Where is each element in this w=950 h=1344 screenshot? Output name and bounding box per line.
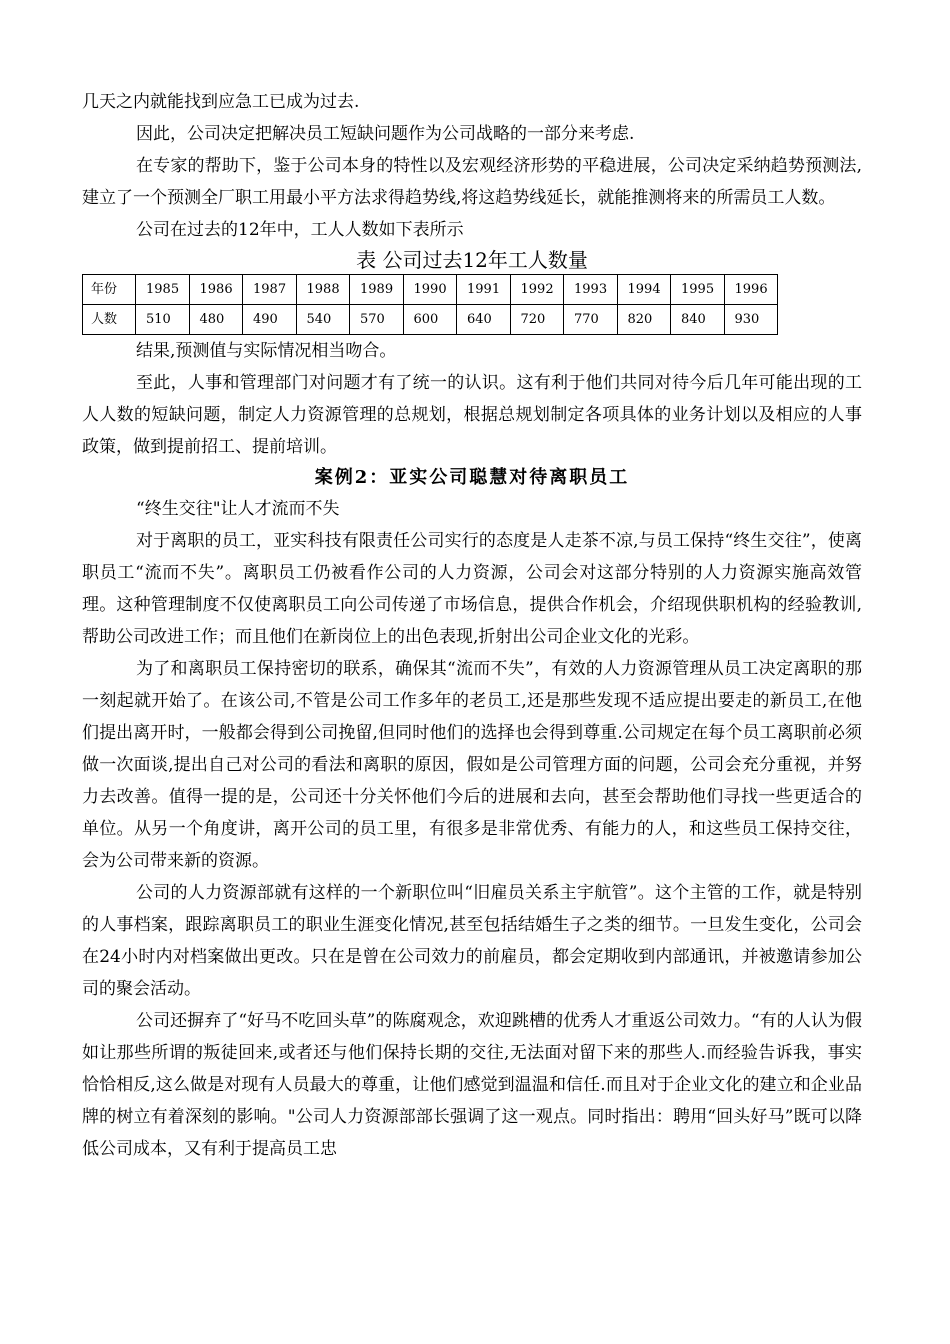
paragraph: 至此，人事和管理部门对问题才有了统一的认识。这有利于他们共同对待今后几年可能出现的工人人数的短缺问题，制定人力资源管理的总规划，根据总规划制定各项具体的业务计划以及相应的人事政策，做到提前招工、提前培训。 bbox=[82, 373, 862, 457]
paragraph: 结果,预测值与实际情况相当吻合。 bbox=[136, 341, 397, 361]
count-cell: 840 bbox=[671, 305, 725, 335]
count-cell: 570 bbox=[350, 305, 404, 335]
table-row-counts bbox=[83, 305, 778, 335]
year-cell: 1994 bbox=[617, 275, 671, 305]
paragraph: 因此，公司决定把解决员工短缺问题作为公司战略的一部分来考虑. bbox=[136, 124, 635, 144]
table-title: 表 公司过去12年工人数量 bbox=[356, 248, 588, 272]
count-cell: 820 bbox=[617, 305, 671, 335]
row-label-count: 人数 bbox=[83, 305, 136, 335]
worker-count-table bbox=[82, 274, 778, 335]
year-cell: 1993 bbox=[564, 275, 618, 305]
case-section bbox=[82, 493, 862, 1165]
paragraph: 公司还摒弃了“好马不吃回头草”的陈腐观念，欢迎跳槽的优秀人才重返公司效力。“有的人认为假如让那些所谓的叛徒回来,或者还与他们保持长期的交往,无法面对留下来的那些人.而经验告诉我，事实恰恰相反,这么做是对现有人员最大的尊重，让他们感觉到温温和信任.而且对于企业文化的建立和企业品牌的树立有着深刻的影响。"公司人力资源部部长强调了这一观点。同时指出：聘用“回头好马”既可以降低公司成本，又有利于提高员工忠 bbox=[82, 1011, 862, 1159]
count-cell: 480 bbox=[189, 305, 243, 335]
count-cell: 510 bbox=[136, 305, 190, 335]
table-row-years bbox=[83, 275, 778, 305]
year-cell: 1991 bbox=[457, 275, 511, 305]
paragraph: “终生交往"让人才流而不失 bbox=[136, 499, 340, 519]
paragraph: 在专家的帮助下，鉴于公司本身的特性以及宏观经济形势的平稳进展，公司决定采纳趋势预测法,建立了一个预测全厂职工用最小平方法求得趋势线,将这趋势线延长，就能推测将来的所需员工人数。 bbox=[82, 156, 862, 208]
year-cell: 1996 bbox=[724, 275, 778, 305]
paragraph: 几天之内就能找到应急工已成为过去. bbox=[82, 92, 360, 112]
count-cell: 600 bbox=[403, 305, 457, 335]
result-section bbox=[82, 335, 862, 463]
year-cell: 1988 bbox=[296, 275, 350, 305]
count-cell: 770 bbox=[564, 305, 618, 335]
year-cell: 1995 bbox=[671, 275, 725, 305]
paragraph: 对于离职的员工，亚实科技有限责任公司实行的态度是人走茶不凉,与员工保持“终生交往”，使离职员工“流而不失”。离职员工仍被看作公司的人力资源，公司会对这部分特别的人力资源实施高效管理。这种管理制度不仅使离职员工向公司传递了市场信息，提供合作机会，介绍现供职机构的经验教训,帮助公司改进工作；而且他们在新岗位上的出色表现,折射出公司企业文化的光彩。 bbox=[82, 531, 862, 647]
year-cell: 1992 bbox=[510, 275, 564, 305]
year-cell: 1986 bbox=[189, 275, 243, 305]
case-title: 案例2：亚实公司聪慧对待离职员工 bbox=[314, 467, 630, 488]
count-cell: 720 bbox=[510, 305, 564, 335]
year-cell: 1989 bbox=[350, 275, 404, 305]
row-label-year: 年份 bbox=[83, 275, 136, 305]
year-cell: 1990 bbox=[403, 275, 457, 305]
count-cell: 540 bbox=[296, 305, 350, 335]
year-cell: 1985 bbox=[136, 275, 190, 305]
intro-section bbox=[82, 86, 862, 246]
paragraph: 公司在过去的12年中，工人人数如下表所示 bbox=[136, 220, 464, 240]
count-cell: 640 bbox=[457, 305, 511, 335]
year-cell: 1987 bbox=[243, 275, 297, 305]
count-cell: 490 bbox=[243, 305, 297, 335]
document-page bbox=[82, 86, 862, 1165]
paragraph: 为了和离职员工保持密切的联系，确保其“流而不失”，有效的人力资源管理从员工决定离职的那一刻起就开始了。在该公司,不管是公司工作多年的老员工,还是那些发现不适应提出要走的新员工,在他们提出离开时，一般都会得到公司挽留,但同时他们的选择也会得到尊重.公司规定在每个员工离职前必须做一次面谈,提出自己对公司的看法和离职的原因，假如是公司管理方面的问题，公司会充分重视，并努力去改善。值得一提的是，公司还十分关怀他们今后的进展和去向，甚至会帮助他们寻找一些更适合的单位。从另一个角度讲，离开公司的员工里，有很多是非常优秀、有能力的人，和这些员工保持交往，会为公司带来新的资源。 bbox=[82, 659, 862, 871]
count-cell: 930 bbox=[724, 305, 778, 335]
paragraph: 公司的人力资源部就有这样的一个新职位叫“旧雇员关系主宇航管”。这个主管的工作，就是特别的人事档案，跟踪离职员工的职业生涯变化情况,甚至包括结婚生子之类的细节。一旦发生变化，公司会在24小时内对档案做出更改。只在是曾在公司效力的前雇员，都会定期收到内部通讯，并被邀请参加公司的聚会活动。 bbox=[82, 883, 862, 999]
